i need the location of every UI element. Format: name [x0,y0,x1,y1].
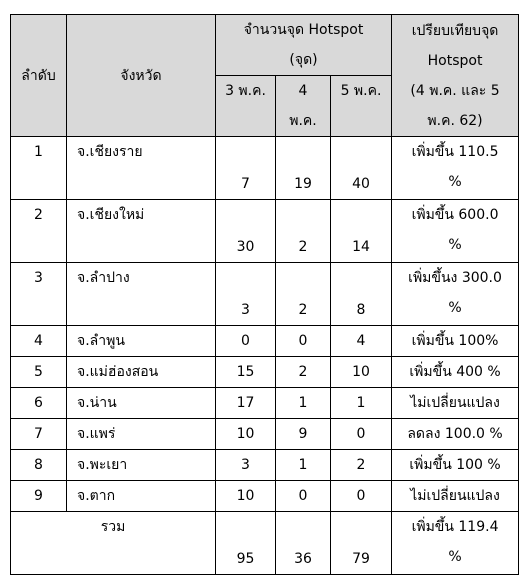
count-5-cell: 40 [331,137,392,200]
province-cell: จ.ลำปาง [67,263,216,326]
rank-cell: 7 [11,419,67,450]
total-5-cell: 79 [331,512,392,575]
province-cell: จ.ลำพูน [67,326,216,357]
count-3-cell: 17 [216,388,276,419]
table-row [11,357,519,388]
rank-cell: 9 [11,481,67,512]
count-4-cell: 9 [276,419,331,450]
count-5-cell: 14 [331,200,392,263]
rank-cell: 8 [11,450,67,481]
count-3-cell: 10 [216,481,276,512]
count-4-cell: 19 [276,137,331,200]
compare-cell: ไม่เปลี่ยนแปลง [392,481,519,512]
count-3-cell: 30 [216,200,276,263]
header-compare: เปรียบเทียบจุด Hotspot (4 พ.ค. และ 5 พ.ค. 62) [392,15,519,137]
compare-cell: เพิ่มขึ้น 100% [392,326,519,357]
total-3-cell: 95 [216,512,276,575]
count-4-cell: 1 [276,388,331,419]
rank-cell: 3 [11,263,67,326]
table-row [11,326,519,357]
header-date-3: 3 พ.ค. [216,76,276,137]
count-4-cell: 2 [276,357,331,388]
province-cell: จ.เชียงใหม่ [67,200,216,263]
compare-cell: เพิ่มขึ้น 110.5 % [392,137,519,200]
table-row [11,200,519,263]
count-5-cell: 4 [331,326,392,357]
rank-cell: 2 [11,200,67,263]
compare-cell: เพิ่มขึ้น 600.0 % [392,200,519,263]
compare-cell: ไม่เปลี่ยนแปลง [392,388,519,419]
province-cell: จ.แพร่ [67,419,216,450]
rank-cell: 4 [11,326,67,357]
total-4-cell: 36 [276,512,331,575]
total-label: รวม [11,512,216,575]
header-date-4: 4 พ.ค. [276,76,331,137]
compare-cell: เพิ่มขึ้น 400 % [392,357,519,388]
count-3-cell: 3 [216,450,276,481]
count-3-cell: 3 [216,263,276,326]
count-4-cell: 1 [276,450,331,481]
count-4-cell: 0 [276,481,331,512]
count-3-cell: 15 [216,357,276,388]
province-cell: จ.พะเยา [67,450,216,481]
total-row [11,512,519,575]
rank-cell: 5 [11,357,67,388]
header-date-5: 5 พ.ค. [331,76,392,137]
count-5-cell: 8 [331,263,392,326]
province-cell: จ.แม่ฮ่องสอน [67,357,216,388]
count-5-cell: 0 [331,481,392,512]
table-row [11,450,519,481]
table-row [11,419,519,450]
count-4-cell: 2 [276,263,331,326]
count-4-cell: 0 [276,326,331,357]
province-cell: จ.ตาก [67,481,216,512]
total-compare-cell: เพิ่มขึ้น 119.4 % [392,512,519,575]
header-province: จังหวัด [67,15,216,137]
header-count: จำนวนจุด Hotspot (จุด) [216,15,392,76]
province-cell: จ.เชียงราย [67,137,216,200]
header-rank: ลำดับ [11,15,67,137]
count-3-cell: 10 [216,419,276,450]
table-row [11,137,519,200]
count-4-cell: 2 [276,200,331,263]
count-5-cell: 2 [331,450,392,481]
count-5-cell: 0 [331,419,392,450]
compare-cell: เพิ่มขึ้นง 300.0 % [392,263,519,326]
hotspot-table [10,14,519,575]
count-5-cell: 1 [331,388,392,419]
count-3-cell: 0 [216,326,276,357]
compare-cell: เพิ่มขึ้น 100 % [392,450,519,481]
province-cell: จ.น่าน [67,388,216,419]
table-row [11,263,519,326]
count-3-cell: 7 [216,137,276,200]
table-row [11,388,519,419]
rank-cell: 1 [11,137,67,200]
table-row [11,481,519,512]
count-5-cell: 10 [331,357,392,388]
compare-cell: ลดลง 100.0 % [392,419,519,450]
rank-cell: 6 [11,388,67,419]
